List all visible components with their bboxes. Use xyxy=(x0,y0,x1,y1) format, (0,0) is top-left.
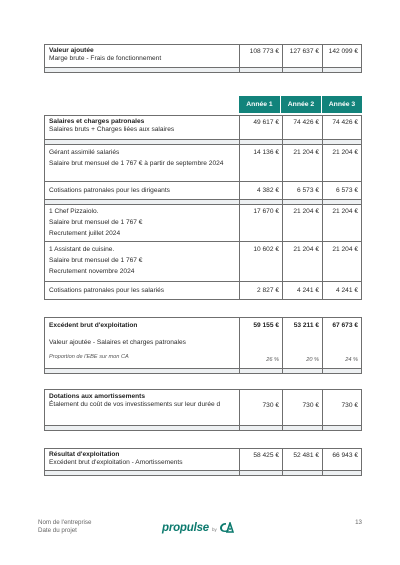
operating-result-y1: 58 425 € xyxy=(240,449,283,471)
cook-role: 1 Assistant de cuisine. xyxy=(49,246,115,253)
ebe-y1: 59 155 € xyxy=(253,322,279,329)
ebe-title: Excédent brut d'exploitation xyxy=(49,322,138,329)
year-2-header: Année 2 xyxy=(281,96,321,113)
chef-role: 1 Chef Pizzaiolo. xyxy=(49,208,99,215)
cook-y2: 21 204 € xyxy=(283,242,323,282)
value-added-y1: 108 773 € xyxy=(240,45,283,68)
ebe-ratio-label: Proportion de l'EBE sur mon CA xyxy=(49,354,129,361)
cook-salary: Salaire brut mensuel de 1 767 € xyxy=(49,257,143,265)
year-header xyxy=(239,96,362,113)
manager-contrib-y2: 6 573 € xyxy=(283,182,323,200)
chef-salary: Salaire brut mensuel de 1 767 € xyxy=(49,219,143,227)
ebe-ratio-y2: 20 % xyxy=(306,357,319,364)
depreciation-subtitle: Étalement du coût de vos investissements sur leur durée d xyxy=(49,401,221,409)
operating-result-subtitle: Excédent brut d'exploitation - Amortissements xyxy=(49,459,183,467)
depreciation-y1: 730 € xyxy=(240,390,283,426)
operating-result-y3: 66 943 € xyxy=(323,449,362,471)
company-name: Nom de l'entreprise xyxy=(38,519,92,526)
manager-contrib-y1: 4 382 € xyxy=(240,182,283,200)
value-added-title: Valeur ajoutée xyxy=(49,47,94,54)
ebe-ratio-y3: 24 % xyxy=(345,357,358,364)
propulse-logo xyxy=(162,522,234,534)
ebe-ratio-y1: 26 % xyxy=(266,357,279,364)
staff-contrib-y1: 2 827 € xyxy=(240,282,283,300)
value-added-y3: 142 099 € xyxy=(323,45,362,68)
manager-salary: Salaire brut mensuel de 1 767 € à partir de septembre 2024 xyxy=(49,160,224,168)
staff-contrib-y2: 4 241 € xyxy=(283,282,323,300)
chef-y3: 21 204 € xyxy=(323,205,362,242)
manager-contrib-y3: 6 573 € xyxy=(323,182,362,200)
operating-result-y2: 52 481 € xyxy=(283,449,323,471)
manager-y1: 14 136 € xyxy=(240,145,283,182)
value-added-table xyxy=(44,44,362,73)
chef-hiring: Recrutement juillet 2024 xyxy=(49,230,121,238)
cook-y1: 10 602 € xyxy=(240,242,283,282)
ebe-y2: 53 211 € xyxy=(293,322,319,329)
cook-hiring: Recrutement novembre 2024 xyxy=(49,268,135,276)
page-footer xyxy=(38,519,362,543)
project-date: Date du projet xyxy=(38,527,77,534)
manager-contrib-label: Cotisations patronales pour les dirigeants xyxy=(45,182,240,200)
depreciation-title: Dotations aux amortissements xyxy=(49,393,146,400)
ebe-y3: 67 673 € xyxy=(332,322,358,329)
depreciation-table xyxy=(44,389,362,431)
value-added-subtitle: Marge brute - Frais de fonctionnement xyxy=(49,55,162,63)
ebe-table xyxy=(44,317,362,374)
year-1-header: Année 1 xyxy=(239,96,280,113)
payroll-title: Salaires et charges patronales xyxy=(49,118,145,125)
brand-wordmark: propulse xyxy=(162,522,209,534)
credit-agricole-icon xyxy=(219,522,234,533)
payroll-total-y1: 49 617 € xyxy=(240,116,283,140)
payroll-subtitle: Salaires bruts + Charges liées aux salaires xyxy=(49,126,175,134)
cook-y3: 21 204 € xyxy=(323,242,362,282)
payroll-total-y2: 74 426 € xyxy=(283,116,323,140)
manager-y2: 21 204 € xyxy=(283,145,323,182)
operating-result-table xyxy=(44,448,362,476)
depreciation-y3: 730 € xyxy=(323,390,362,426)
payroll-total-y3: 74 426 € xyxy=(323,116,362,140)
depreciation-y2: 730 € xyxy=(283,390,323,426)
staff-contrib-label: Cotisations patronales pour les salariés xyxy=(45,282,240,300)
page-number: 13 xyxy=(355,519,362,526)
chef-y2: 21 204 € xyxy=(283,205,323,242)
manager-y3: 21 204 € xyxy=(323,145,362,182)
chef-y1: 17 670 € xyxy=(240,205,283,242)
year-3-header: Année 3 xyxy=(322,96,362,113)
value-added-y2: 127 637 € xyxy=(283,45,323,68)
brand-by: by xyxy=(211,527,217,532)
ebe-subtitle: Valeur ajoutée - Salaires et charges patronales xyxy=(49,339,186,347)
manager-role: Gérant assimilé salariés xyxy=(49,149,120,156)
staff-contrib-y3: 4 241 € xyxy=(323,282,362,300)
operating-result-title: Résultat d'exploitation xyxy=(49,451,120,458)
payroll-table xyxy=(44,115,362,300)
